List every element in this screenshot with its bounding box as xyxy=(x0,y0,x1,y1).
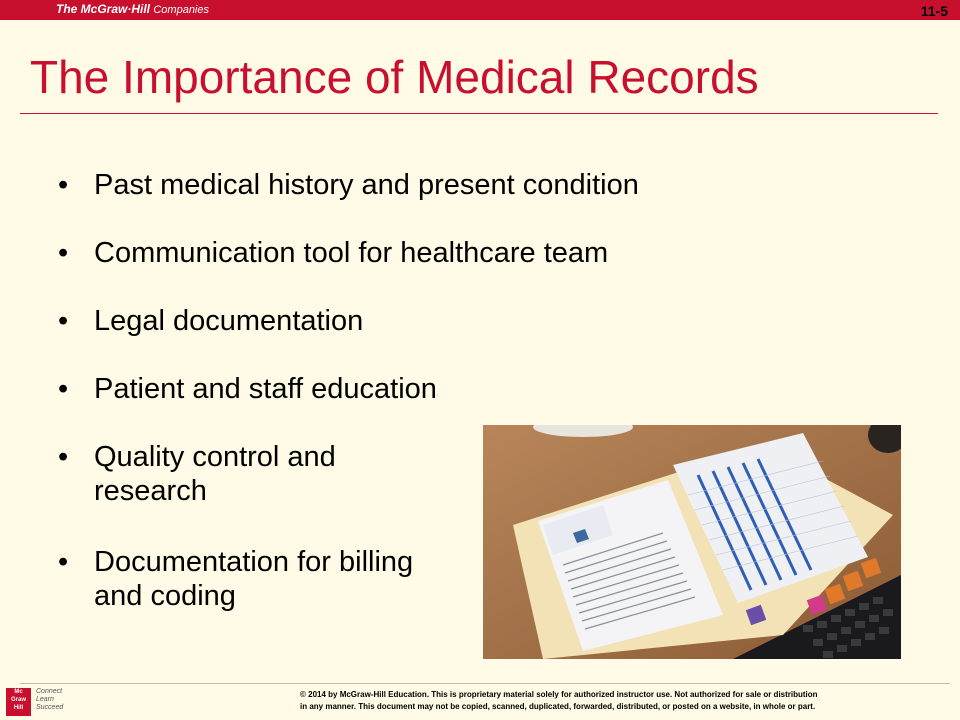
bullet-item: • Quality control and research xyxy=(58,440,424,508)
bullet-item: • Past medical history and present condition xyxy=(58,168,639,202)
copyright-notice xyxy=(300,689,950,713)
copyright-line-1: © 2014 by McGraw-Hill Education. This is proprietary material solely for authorized instructor use. Not authorized for sale or distribution xyxy=(300,690,818,699)
copyright-line-2: in any manner. This document may not be copied, scanned, duplicated, forwarded, distributed, or posted on a website, in whole or part. xyxy=(300,702,816,711)
logo-line: Graw xyxy=(10,697,26,703)
medical-records-photo xyxy=(483,425,901,659)
brand-suffix: Companies xyxy=(153,4,209,16)
logo-line: Hill xyxy=(13,705,24,711)
mcgraw-hill-logo xyxy=(6,688,31,716)
logo-line: Mc xyxy=(14,689,23,695)
bullet-item: • Legal documentation xyxy=(58,304,639,338)
top-bar xyxy=(0,0,960,20)
slide-title: The Importance of Medical Records xyxy=(30,51,759,103)
logo-tagline xyxy=(36,688,63,712)
publisher-brand xyxy=(56,2,209,16)
tagline-line: Succeed xyxy=(36,704,64,711)
brand-name: The McGraw·Hill xyxy=(56,2,151,16)
slide-number: 11-5 xyxy=(920,3,948,19)
bullet-item: • Communication tool for healthcare team xyxy=(58,236,639,270)
title-divider xyxy=(20,113,938,114)
footer-divider xyxy=(20,683,950,684)
tagline-line: Learn xyxy=(36,696,54,703)
bullet-item: • Documentation for billing and coding xyxy=(58,545,424,613)
bullet-item: • Patient and staff education xyxy=(58,372,639,406)
tagline-line: Connect xyxy=(36,688,63,695)
